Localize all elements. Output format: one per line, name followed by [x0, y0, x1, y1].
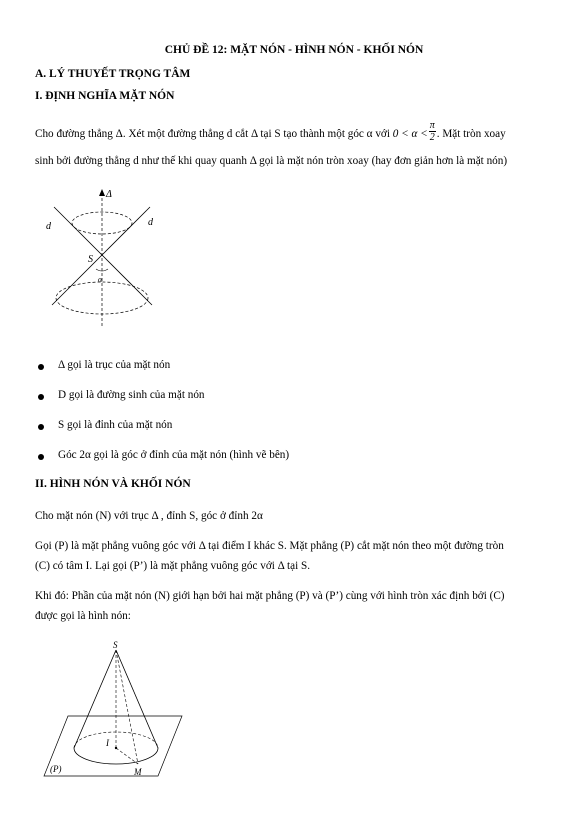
generator-sm [116, 650, 138, 764]
plane-p [44, 716, 182, 776]
paragraph-conclusion-line1: Khi đó: Phần của mặt nón (N) giới hạn bởi hai mặt phẳng (P) và (P’) cùng với hình tròn xác định bởi (C) [35, 590, 505, 602]
paragraph-definition-line1 [35, 120, 506, 143]
center-i-label: I [106, 738, 109, 748]
bullet-item: D gọi là đường sinh của mặt nón [58, 389, 205, 401]
paragraph-plane-line2: (C) có tâm I. Lại gọi (P’) là mặt phẳng vuông góc với Δ tại S. [35, 560, 311, 572]
plane-p-label: (P) [50, 764, 62, 774]
page-title: CHỦ ĐỀ 12: MẶT NÓN - HÌNH NÓN - KHỐI NÓN [164, 44, 424, 56]
generator-line-d [52, 207, 150, 305]
axis-arrowhead [99, 189, 105, 196]
alpha-label: α [98, 275, 103, 284]
section-2-heading: II. HÌNH NÓN VÀ KHỐI NÓN [35, 478, 191, 490]
inequality-math: 0 < α < [392, 128, 428, 141]
section-1-heading: I. ĐỊNH NGHĨA MẶT NÓN [35, 90, 175, 102]
center-point [115, 747, 117, 749]
bullet-dot [38, 454, 44, 460]
vertex-s-label: S [113, 640, 118, 650]
base-circle-front [74, 748, 158, 764]
paragraph-text: . Mặt tròn xoay [436, 128, 506, 141]
radius-im [116, 748, 138, 764]
d-label-right: d [148, 217, 153, 228]
section-a-heading: A. LÝ THUYẾT TRỌNG TÂM [35, 68, 191, 80]
paragraph-definition-line2: sinh bởi đường thẳng d như thế khi quay quanh Δ gọi là mặt nón tròn xoay (hay đơn giản hơn là mặt nón) [35, 155, 508, 167]
bullet-item: S gọi là đỉnh của mặt nón [58, 419, 173, 431]
pi-over-2-fraction: $\frac{\pi}{2}$ [429, 120, 435, 143]
bullet-dot [38, 394, 44, 400]
cone-side [116, 650, 158, 748]
cone-on-plane-figure [34, 640, 194, 790]
paragraph-text: Cho đường thẳng Δ. Xét một đường thẳng d cắt Δ tại S tạo thành một góc α với [35, 128, 390, 141]
delta-label: Δ [106, 189, 112, 200]
bullet-item: Góc 2α gọi là góc ở đỉnh của mặt nón (hình vẽ bên) [58, 449, 290, 461]
point-m-label: M [134, 767, 142, 777]
generator-line-d [54, 207, 152, 305]
paragraph-conclusion-line2: được gọi là hình nón: [35, 610, 131, 622]
paragraph-cone-setup: Cho mặt nón (N) với trục Δ , đỉnh S, góc ở đỉnh 2α [35, 510, 263, 522]
bullet-dot [38, 424, 44, 430]
double-cone-figure [32, 185, 172, 335]
bullet-dot [38, 364, 44, 370]
bullet-item: Δ gọi là trục của mặt nón [58, 359, 171, 371]
paragraph-plane-line1: Gọi (P) là mặt phẳng vuông góc với Δ tại điểm I khác S. Mặt phẳng (P) cắt mặt nón theo một đường tròn [35, 540, 504, 552]
d-label-left: d [46, 221, 51, 232]
vertex-s-label: S [88, 254, 93, 265]
cone-side [74, 650, 116, 748]
